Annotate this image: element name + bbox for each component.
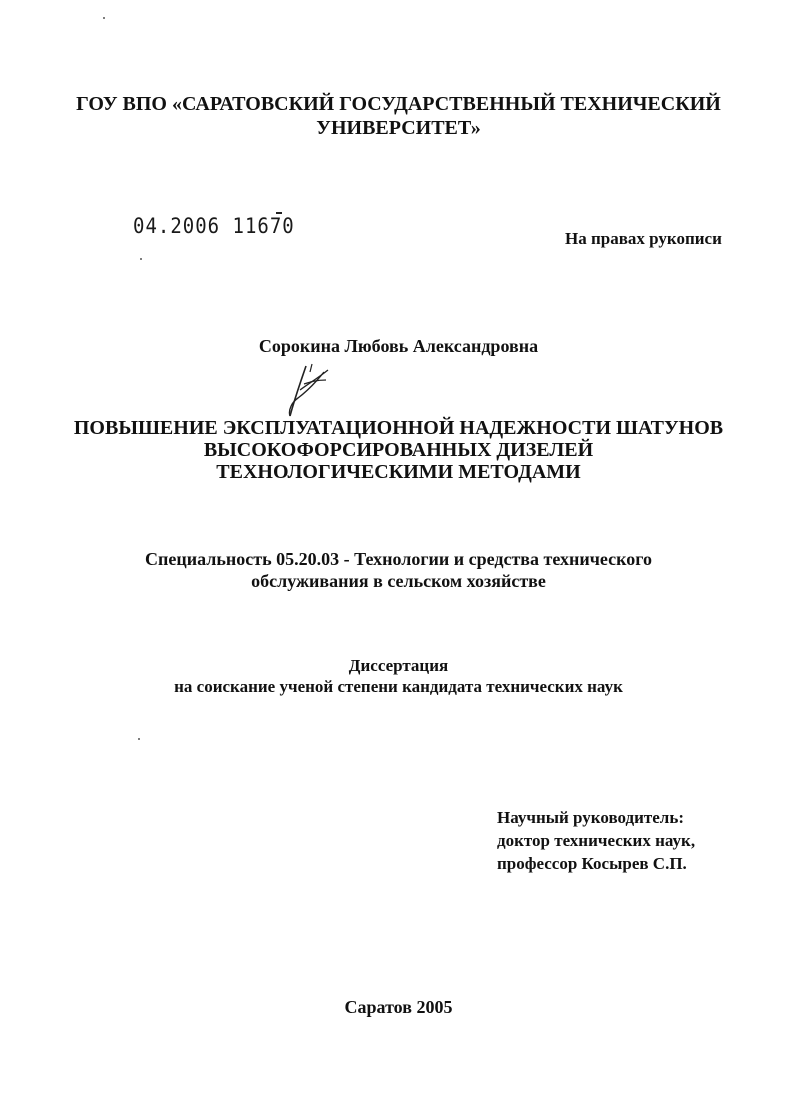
title-line-2: ВЫСОКОФОРСИРОВАННЫХ ДИЗЕЛЕЙ [203,439,594,461]
degree-line-2: на соискание ученой степени кандидата технических наук [174,677,623,696]
degree-text [0,655,797,697]
scan-speck [140,258,142,260]
scan-speck [103,17,105,19]
specialty-line-2: обслуживания в сельском хозяйстве [251,571,546,591]
supervisor-line-2: доктор технических наук, [497,831,696,850]
organization-line-2: УНИВЕРСИТЕТ» [316,117,481,139]
scan-speck [138,738,140,740]
dissertation-title [0,417,797,483]
manuscript-rights-note: На правах рукописи [565,229,722,248]
supervisor-block [497,806,695,875]
specialty-line-1: Специальность 05.20.03 - Технологии и средства технического [145,549,652,569]
city-year: Саратов 2005 [344,997,453,1017]
supervisor-line-1: Научный руководитель: [497,808,684,827]
organization-line-1: ГОУ ВПО «САРАТОВСКИЙ ГОСУДАРСТВЕННЫЙ ТЕХНИЧЕСКИЙ [76,93,721,115]
title-line-1: ПОВЫШЕНИЕ ЭКСПЛУАТАЦИОННОЙ НАДЕЖНОСТИ ШАТУНОВ [73,417,724,439]
specialty-text [0,548,797,592]
supervisor-line-3: профессор Косырев С.П. [497,854,687,873]
title-line-3: ТЕХНОЛОГИЧЕСКИМИ МЕТОДАМИ [216,461,581,483]
inventory-stamp-number: 04.2006 11670 [133,214,295,239]
handwritten-signature [276,360,336,420]
inventory-stamp-dash [276,212,282,214]
organization-heading [0,92,797,140]
author-name: Сорокина Любовь Александровна [258,336,539,356]
degree-line-1: Диссертация [348,656,449,675]
